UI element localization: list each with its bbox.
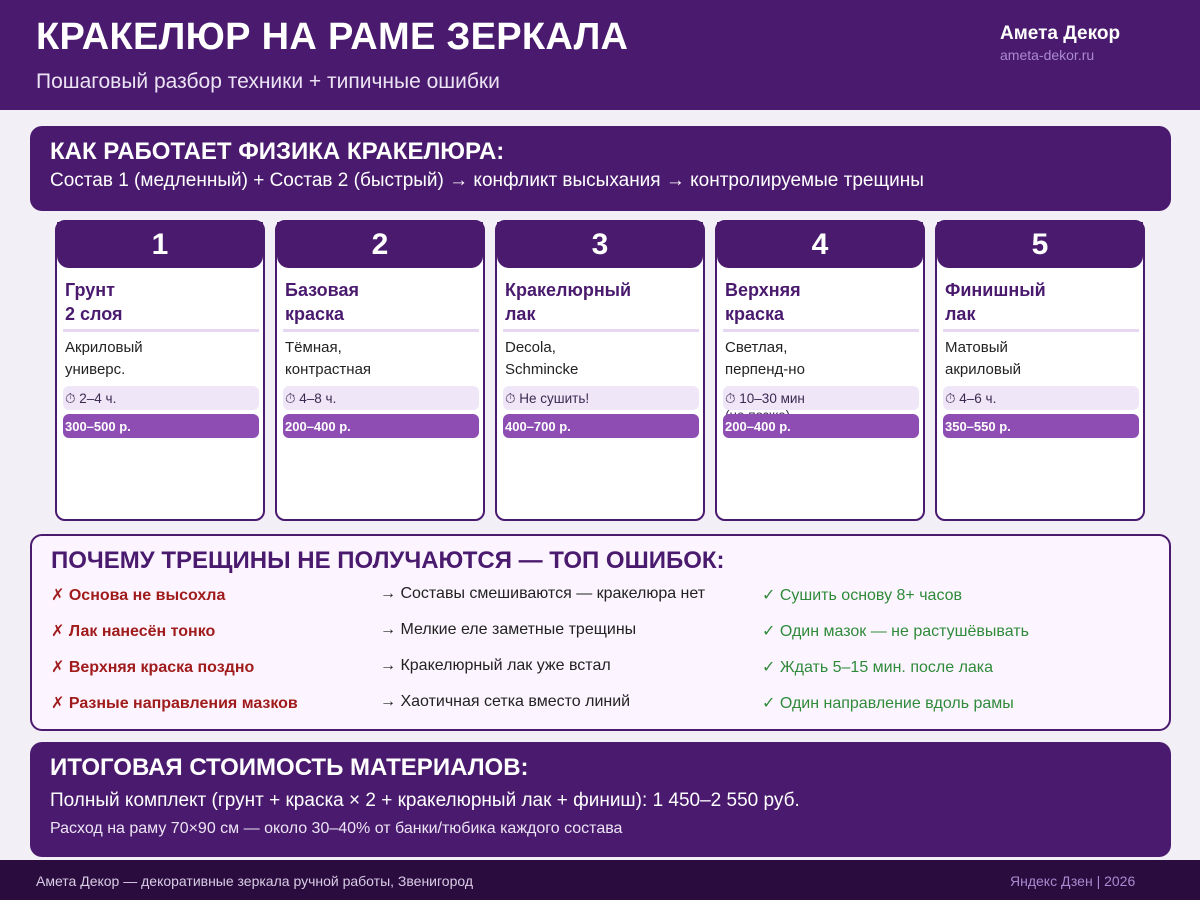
- physics-text: Состав 1 (медленный) + Состав 2 (быстрый) → конфликт высыхания → контролируемые трещины: [50, 170, 924, 191]
- step-price: 350–550 р.: [943, 414, 1139, 438]
- header: [0, 0, 1200, 110]
- step-divider: [283, 329, 479, 332]
- error-mistake: ✗ Верхняя краска поздно: [51, 659, 255, 676]
- step-title: Грунт 2 слоя: [65, 280, 123, 324]
- page-subtitle: Пошаговый разбор техники + типичные ошибки: [36, 70, 500, 93]
- step-card-1: [55, 220, 265, 521]
- page-title: КРАКЕЛЮР НА РАМЕ ЗЕРКАЛА: [36, 16, 629, 58]
- step-divider: [943, 329, 1139, 332]
- error-mistake: ✗ Лак нанесён тонко: [51, 623, 216, 640]
- brand-name: Амета Декор: [1000, 23, 1121, 44]
- error-row: [32, 585, 1169, 607]
- step-title: Базовая краска: [285, 280, 360, 324]
- step-description: Акриловый универс.: [65, 339, 143, 378]
- step-number: 3: [497, 222, 703, 268]
- step-card-4: [715, 220, 925, 521]
- step-divider: [503, 329, 699, 332]
- cost-heading: ИТОГОВАЯ СТОИМОСТЬ МАТЕРИАЛОВ:: [50, 754, 529, 781]
- error-row: [32, 621, 1169, 643]
- error-effect: → Кракелюрный лак уже встал: [380, 657, 611, 674]
- physics-panel: [30, 126, 1171, 211]
- step-title: Кракелюрный лак: [505, 280, 632, 324]
- step-divider: [723, 329, 919, 332]
- cost-usage-note: Расход на раму 70×90 см — около 30–40% от банки/тюбика каждого состава: [50, 820, 623, 837]
- error-effect: → Мелкие еле заметные трещины: [380, 621, 637, 638]
- physics-heading: КАК РАБОТАЕТ ФИЗИКА КРАКЕЛЮРА:: [50, 138, 505, 165]
- error-mistake: ✗ Основа не высохла: [51, 587, 226, 604]
- step-number: 5: [937, 222, 1143, 268]
- error-fix: ✓ Сушить основу 8+ часов: [762, 587, 963, 604]
- error-fix: ✓ Один направление вдоль рамы: [762, 695, 1014, 712]
- step-description: Светлая, перпенд-но: [725, 339, 805, 378]
- step-dry-time: ⏱ Не сушить!: [503, 386, 699, 410]
- step-description: Decola, Schmincke: [505, 339, 579, 378]
- step-card-3: [495, 220, 705, 521]
- cost-total: Полный комплект (грунт + краска × 2 + кракелюрный лак + финиш): 1 450–2 550 руб.: [50, 790, 800, 811]
- step-price: 400–700 р.: [503, 414, 699, 438]
- step-price: 300–500 р.: [63, 414, 259, 438]
- step-price: 200–400 р.: [283, 414, 479, 438]
- step-number: 1: [57, 222, 263, 268]
- error-row: [32, 657, 1169, 679]
- step-card-5: [935, 220, 1145, 521]
- step-description: Тёмная, контрастная: [285, 339, 372, 378]
- error-effect: → Составы смешиваются — кракелюра нет: [380, 585, 706, 602]
- step-number: 2: [277, 222, 483, 268]
- step-dry-time: ⏱ 10–30 мин: [723, 386, 919, 410]
- step-dry-time: ⏱ 4–6 ч.: [943, 386, 1139, 410]
- footer-caption: Амета Декор — декоративные зеркала ручной работы, Звенигород: [36, 873, 474, 889]
- cost-panel: [30, 742, 1171, 857]
- footer-source: Яндекс Дзен | 2026: [1010, 873, 1136, 889]
- step-title: Финишный лак: [945, 280, 1046, 324]
- footer: [0, 860, 1200, 900]
- error-fix: ✓ Один мазок — не растушёвывать: [762, 623, 1029, 640]
- errors-heading: ПОЧЕМУ ТРЕЩИНЫ НЕ ПОЛУЧАЮТСЯ — ТОП ОШИБОК:: [51, 547, 725, 574]
- step-description: Матовый акриловый: [945, 339, 1022, 378]
- step-dry-time: ⏱ 2–4 ч.: [63, 386, 259, 410]
- error-row: [32, 693, 1169, 715]
- brand-site-link[interactable]: ameta-dekor.ru: [1000, 47, 1095, 63]
- error-fix: ✓ Ждать 5–15 мин. после лака: [762, 659, 994, 676]
- step-card-2: [275, 220, 485, 521]
- step-title: Верхняя краска: [725, 280, 801, 324]
- step-dry-time: ⏱ 4–8 ч.: [283, 386, 479, 410]
- step-number: 4: [717, 222, 923, 268]
- errors-panel: [30, 534, 1171, 731]
- error-mistake: ✗ Разные направления мазков: [51, 695, 298, 712]
- step-price: 200–400 р.: [723, 414, 919, 438]
- step-divider: [63, 329, 259, 332]
- error-effect: → Хаотичная сетка вместо линий: [380, 693, 631, 710]
